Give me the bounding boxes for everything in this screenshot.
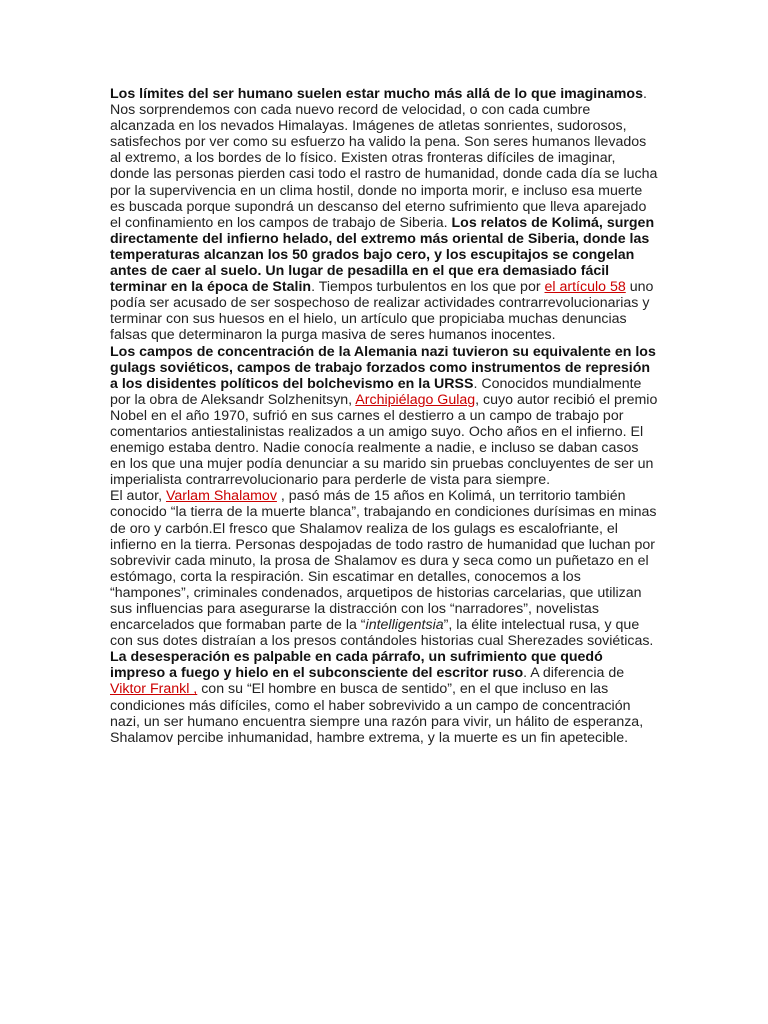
body-text: ”, la élite intelectual rusa, y que con sus dotes distraían a los presos contándoles historias cual Sherezades soviéticas. bbox=[110, 617, 654, 650]
body-text: . Conocidos mundialmente por la obra de Aleksandr Solzhenitsyn, bbox=[110, 375, 642, 408]
bold-text: La desesperación es palpable en cada párrafo, un sufrimiento que quedó impreso a fuego y hielo en el subconsciente del escritor ruso bbox=[110, 649, 603, 682]
body-text: El autor, bbox=[110, 488, 166, 505]
bold-text: Los campos de concentración de la Alemania nazi tuvieron su equivalente en los gulags soviéticos, campos de trabajo forzados como instrumentos de represión a los disidentes políticos del bolchevismo en la URSS bbox=[110, 343, 656, 392]
body-text: . Nos sorprendemos con cada nuevo record de velocidad, o con cada cumbre alcanzada en los nevados Himalayas. Imágenes de atletas sonrientes, sudorosos, satisfechos por ver como su esfuerzo ha valido la pena. Son seres humanos llevados al extremo, a los bordes de lo físico. Existen otras fronteras difíciles de imaginar, donde las personas pierden casi todo el rastro de humanidad, donde cada día se lucha por la supervivencia en un clima hostil, donde no importa morir, e incluso esa muerte es buscada porque supondrá un descanso del eterno sufrimiento que lleva aparejado el confinamiento en los campos de trabajo de Siberia. bbox=[110, 86, 658, 231]
paragraph bbox=[110, 344, 658, 489]
body-text: . A diferencia de bbox=[523, 665, 625, 682]
body-text: . Tiempos turbulentos en los que por bbox=[311, 279, 545, 296]
link-viktor-frankl[interactable]: Viktor Frankl , bbox=[110, 681, 198, 698]
link-articulo-58[interactable]: el artículo 58 bbox=[544, 279, 626, 296]
paragraph bbox=[110, 488, 658, 649]
body-text: , cuyo autor recibió el premio Nobel en el año 1970, sufrió en sus carnes el destierro a un campo de trabajo por comentarios antiestalinistas realizados a un amigo suyo. Ocho años en el infierno. El enemigo estaba dentro. Nadie conocía realmente a nadie, e incluso se daban casos en los que una mujer podía denunciar a su marido sin pruebas concluyentes de ser un imperialista contrarrevolucionario para perderle de vista para siempre. bbox=[110, 391, 658, 489]
body-text: , pasó más de 15 años en Kolimá, un territorio también conocido “la tierra de la muerte blanca”, trabajando en condiciones durísimas en minas de oro y carbón.El fresco que Shalamov realiza de los gulags es escalofriante, el infierno en la tierra. Personas despojadas de todo rastro de humanidad que luchan por sobrevivir cada minuto, la prosa de Shalamov es dura y seca como un puñetazo en el estómago, corta la respiración. Sin escatimar en detalles, conocemos a los “hampones”, criminales condenados, arquetipos de historias carcelarias, que utilizan sus influencias para asegurarse la distracción con los “narradores”, novelistas encarcelados que formaban parte de la “ bbox=[110, 488, 657, 634]
paragraph bbox=[110, 649, 658, 746]
body-text: uno podía ser acusado de ser sospechoso de realizar actividades contrarrevolucionarias y terminar con sus huesos en el hielo, un artículo que propiciaba muchas denuncias falsas que determinaron la purga masiva de seres humanos inocentes. bbox=[110, 279, 654, 344]
link-varlam-shalamov[interactable]: Varlam Shalamov bbox=[166, 488, 277, 505]
italic-text: intelligentsia bbox=[365, 617, 444, 634]
bold-text: Los relatos de Kolimá, surgen directamente del infierno helado, del extremo más oriental de Siberia, donde las temperaturas alcanzan los 50 grados bajo cero, y los escupitajos se congelan antes de caer al suelo. Un lugar de pesadilla en el que era demasiado fácil terminar en la época de Stalin bbox=[110, 214, 655, 296]
document-body bbox=[110, 86, 658, 746]
paragraph bbox=[110, 86, 658, 344]
body-text: con su “El hombre en busca de sentido”, en el que incluso en las condiciones más difíciles, como el haber sobrevivido a un campo de concentración nazi, un ser humano encuentra siempre una razón para vivir, un hálito de esperanza, Shalamov percibe inhumanidad, hambre extrema, y la muerte es un fin apetecible. bbox=[110, 681, 644, 746]
bold-text: Los límites del ser humano suelen estar mucho más allá de lo que imaginamos bbox=[110, 86, 643, 102]
link-archipielago-gulag[interactable]: Archipiélago Gulag bbox=[355, 391, 476, 408]
